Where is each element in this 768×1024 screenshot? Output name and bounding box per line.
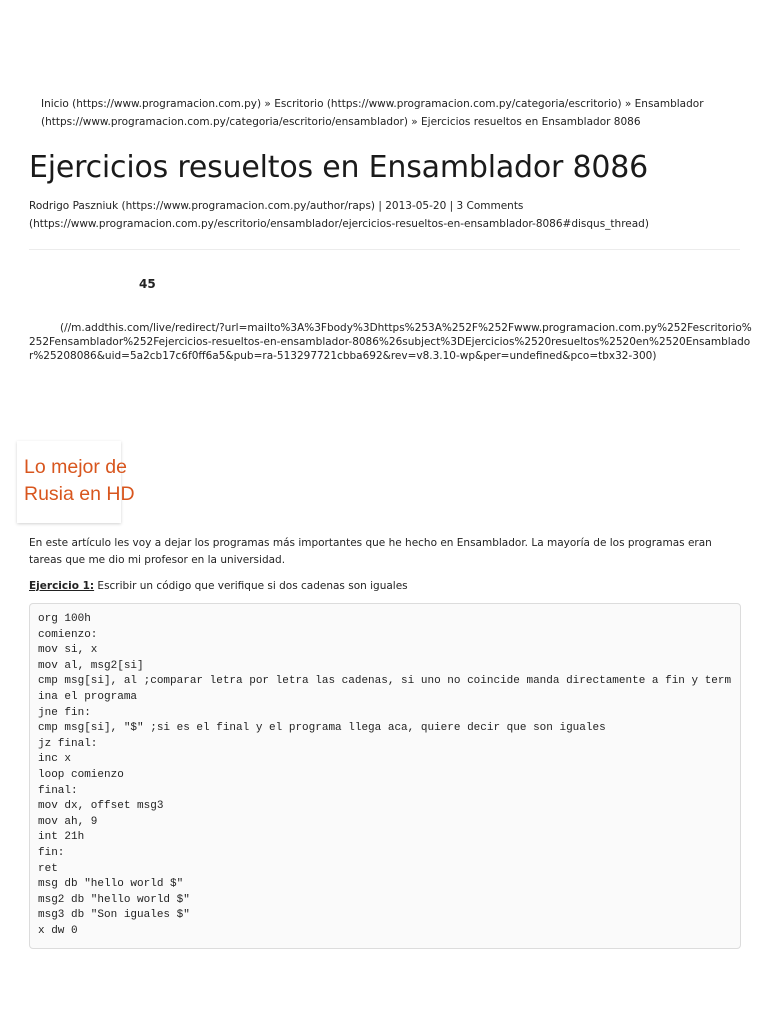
code-line: cmp msg[si], al ;comparar letra por letra las cadenas, si uno no coincide manda directamente a fin y term <box>38 675 732 688</box>
ad-line-1: Lo mejor de <box>24 456 127 478</box>
code-line: x dw 0 <box>38 924 78 937</box>
code-line: fin: <box>38 846 65 859</box>
exercise-description: Escribir un código que verifique si dos cadenas son iguales <box>94 580 408 592</box>
ad-banner[interactable] <box>17 441 135 523</box>
code-block[interactable] <box>29 603 741 949</box>
share-count: 45 <box>139 277 156 291</box>
ad-headline[interactable] <box>24 454 135 508</box>
breadcrumb[interactable]: Inicio (https://www.programacion.com.py) » Escritorio (https://www.programacion.com.py/categoria/escritorio) » Ensamblador (https://www.programacion.com.py/categoria/escritorio/ensamblador) » Ejercicios resueltos en Ensamblador 8086 <box>41 98 704 128</box>
share-redirect-link[interactable]: (//m.addthis.com/live/redirect/?url=mailto%3A%3Fbody%3Dhttps%253A%252F%252Fwww.programacion.com.py%252Fescritorio%252Fensamblador%252Fejercicios-resueltos-en-ensamblador-8086%26subject%3DEjercicios%2520resueltos%2520en%2520Ensamblador%25208086&uid=5a2cb17c6f0ff6a5&pub=ra-513297721cbba692&rev=v8.3.10-wp&per=undefined&pco=tbx32-300) <box>29 322 752 362</box>
code-line: ina el programa <box>38 690 138 703</box>
ad-line-2: Rusia en HD <box>24 483 135 505</box>
code-line: inc x <box>38 753 72 766</box>
code-line: loop comienzo <box>38 768 124 781</box>
code-line: cmp msg[si], "$" ;si es el final y el programa llega aca, quiere decir que son iguales <box>38 722 606 735</box>
code-line: mov dx, offset msg3 <box>38 800 164 813</box>
code-line: comienzo: <box>38 628 98 641</box>
code-line: org 100h <box>38 613 91 625</box>
code-line: jne fin: <box>38 706 91 719</box>
page-title: Ejercicios resueltos en Ensamblador 8086 <box>29 150 649 185</box>
code-line: msg db "hello world $" <box>38 878 184 891</box>
code-line: mov ah, 9 <box>38 815 98 828</box>
article-meta[interactable]: Rodrigo Paszniuk (https://www.programacion.com.py/author/raps) | 2013-05-20 | 3 Comments (https://www.programacion.com.py/escritorio/ensamblador/ejercicios-resueltos-en-ensamblador-8086#disqus_thread) <box>29 200 649 230</box>
code-line: mov al, msg2[si] <box>38 659 144 672</box>
code-line: mov si, x <box>38 644 98 657</box>
code-line: msg3 db "Son iguales $" <box>38 909 190 922</box>
exercise-heading <box>29 578 729 595</box>
divider <box>29 249 740 250</box>
intro-paragraph: En este artículo les voy a dejar los programas más importantes que he hecho en Ensamblador. La mayoría de los programas eran tareas que me dio mi profesor en la universidad. <box>29 537 712 566</box>
code-line: ret <box>38 862 58 875</box>
code-line: jz final: <box>38 737 98 750</box>
exercise-label: Ejercicio 1: <box>29 580 95 592</box>
code-line: int 21h <box>38 831 85 844</box>
code-line: msg2 db "hello world $" <box>38 893 190 906</box>
code-line: final: <box>38 784 78 797</box>
